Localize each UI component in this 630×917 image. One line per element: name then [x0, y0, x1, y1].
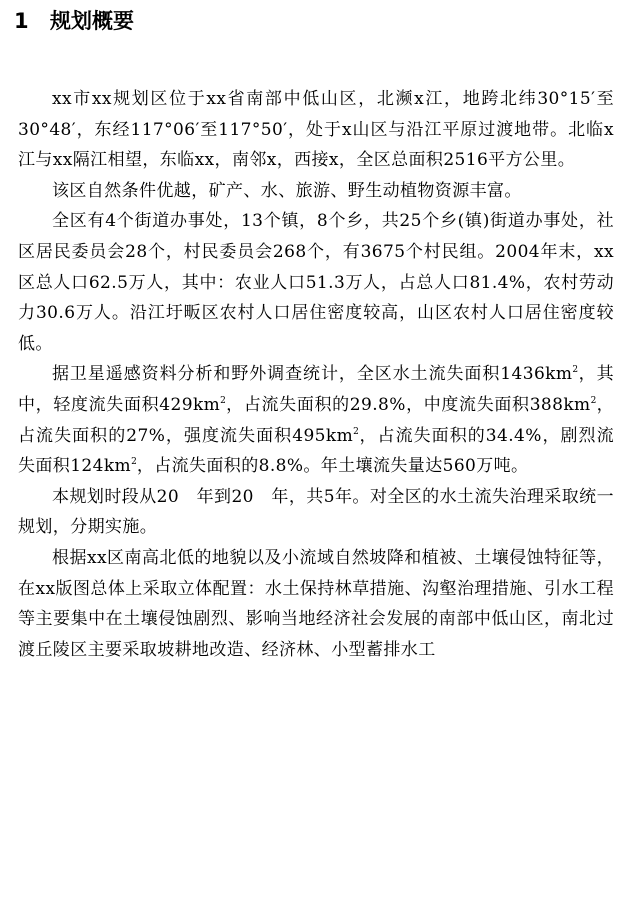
erosion-text-5: ，占流失面积的34.4%，剧烈流失面积124km: [18, 425, 615, 477]
paragraph-location: xx市xx规划区位于xx省南部中低山区，北濒x江，地跨北纬30°15′至30°48′，东经117°06′至117°50′，处于x山区与沿江平原过渡地带。北临x江与xx隔江相望，东临xx，南邻x，西接x，全区总面积2516平方公里。: [18, 89, 614, 171]
erosion-text-6: ，占流失面积的8.8%。年土壤流失量达560万吨。: [136, 456, 529, 477]
document-body: [18, 84, 614, 665]
paragraph-resources: 该区自然条件优越，矿产、水、旅游、野生动植物资源丰富。: [52, 180, 522, 201]
superscript-2: 2: [590, 395, 597, 406]
paragraph-configuration: 根据xx区南高北低的地貌以及小流域自然坡降和植被、土壤侵蚀特征等，在xx版图总体上采取立体配置：水土保持林草措施、沟壑治理措施、引水工程等主要集中在土壤侵蚀剧烈、影响当地经济社会发展的南部中低山区，南北过渡丘陵区主要采取坡耕地改造、经济林、小型蓄排水工: [18, 547, 614, 660]
paragraph-administration: 全区有4个街道办事处，13个镇，8个乡，共25个乡(镇)街道办事处，社区居民委员会28个，村民委员会268个，有3675个村民组。2004年末，xx区总人口62.5万人，其中：农业人口51.3万人，占总人口81.4%，农村劳动力30.6万人。沿江圩畈区农村人口居住密度较高，山区农村人口居住密度较低。: [18, 211, 614, 354]
section-number: 1: [14, 9, 29, 33]
erosion-text-3: ，占流失面积的29.8%，中度流失面积388km: [225, 394, 591, 415]
paragraph-planning-period: 本规划时段从20 年到20 年，共5年。对全区的水土流失治理采取统一规划，分期实施。: [18, 486, 614, 538]
superscript-2: 2: [131, 457, 137, 468]
section-title: 规划概要: [50, 9, 134, 33]
section-heading: [14, 6, 134, 36]
superscript-2: 2: [353, 426, 359, 437]
superscript-2: 2: [572, 365, 579, 376]
erosion-text-1: 据卫星遥感资料分析和野外调查统计，全区水土流失面积1436km: [52, 364, 573, 385]
superscript-2: 2: [220, 395, 226, 406]
erosion-text-4: ，占流失面积的27%，强度流失面积495km: [18, 394, 614, 446]
erosion-text-2: ，其中，轻度流失面积429km: [18, 364, 614, 415]
paragraph-soil-erosion: [18, 359, 614, 481]
